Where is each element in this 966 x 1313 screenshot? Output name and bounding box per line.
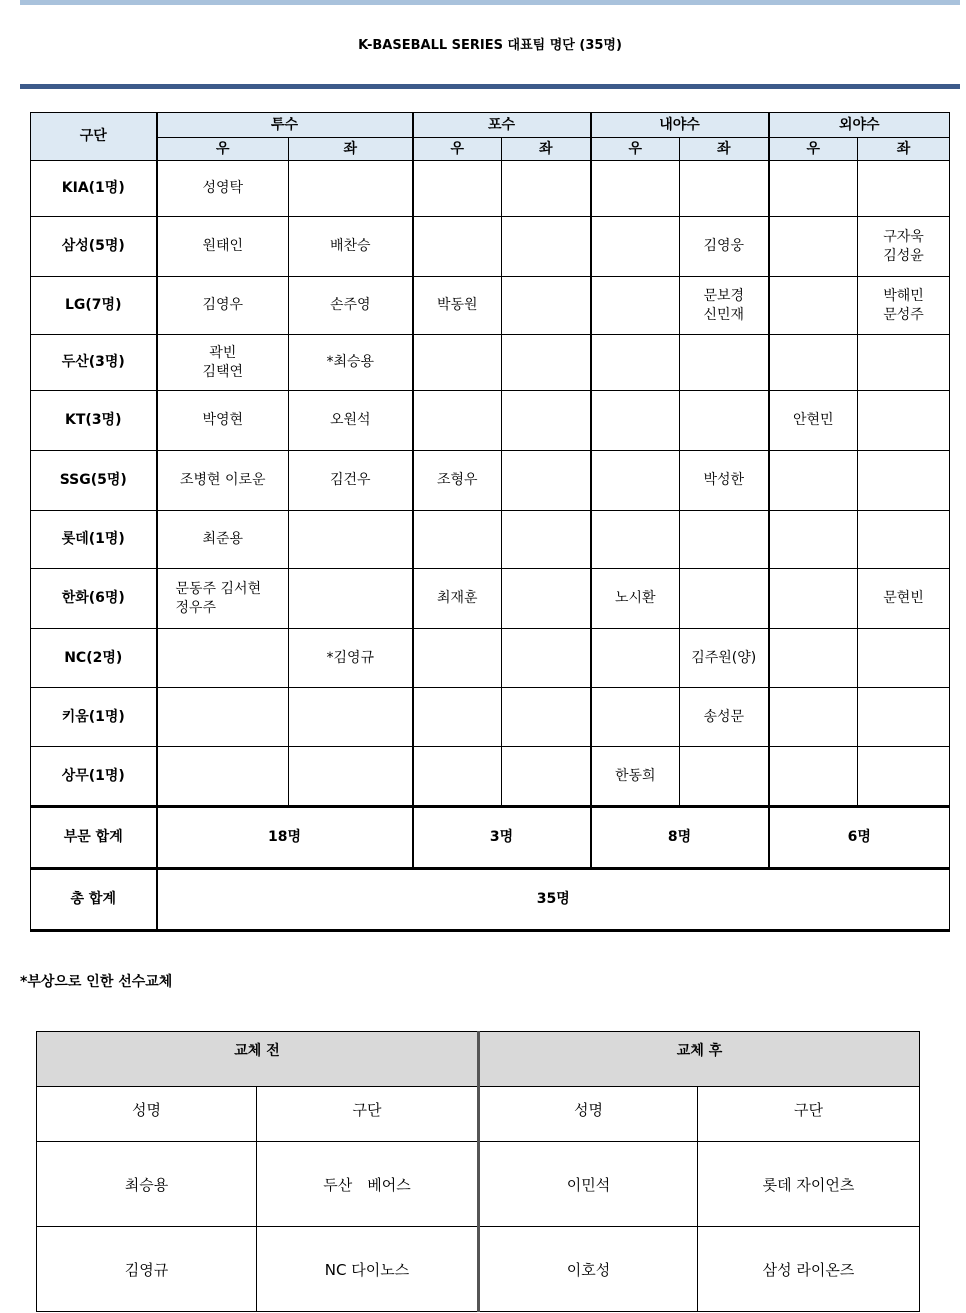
player-cell-catcher-left bbox=[502, 277, 591, 335]
player-cell-infielder-left: 문보경 신민재 bbox=[680, 277, 769, 335]
player-cell-infielder-right: 노시환 bbox=[591, 569, 680, 629]
player-cell-catcher-right: 최재훈 bbox=[413, 569, 502, 629]
player-cell-outfielder-left bbox=[858, 335, 950, 391]
after-team: 롯데 자이언츠 bbox=[698, 1142, 920, 1227]
team-name: LG(7명) bbox=[31, 277, 157, 335]
page-title: K-BASEBALL SERIES 대표팀 명단 (35명) bbox=[358, 38, 622, 53]
roster-row bbox=[31, 161, 950, 217]
player-cell-catcher-right bbox=[413, 629, 502, 688]
player-cell-infielder-right bbox=[591, 391, 680, 451]
hand-header-right: 우 bbox=[591, 138, 680, 161]
player-cell-pitcher-left: 배찬승 bbox=[289, 217, 413, 277]
player-cell-pitcher-right: 최준용 bbox=[157, 511, 289, 569]
before-name: 김영규 bbox=[37, 1227, 257, 1312]
player-cell-catcher-left bbox=[502, 511, 591, 569]
player-cell-catcher-left bbox=[502, 161, 591, 217]
player-cell-infielder-left bbox=[680, 511, 769, 569]
player-cell-pitcher-right: 조병현 이로운 bbox=[157, 451, 289, 511]
player-cell-pitcher-left: 오원석 bbox=[289, 391, 413, 451]
total-label: 총 합계 bbox=[31, 869, 157, 931]
hand-header-right: 우 bbox=[157, 138, 289, 161]
player-cell-infielder-left: 송성문 bbox=[680, 688, 769, 747]
before-team: 두산 베어스 bbox=[257, 1142, 479, 1227]
subtotal-infielder: 8명 bbox=[591, 807, 769, 869]
subtotal-catcher: 3명 bbox=[413, 807, 591, 869]
player-cell-outfielder-right bbox=[769, 511, 858, 569]
before-name: 최승용 bbox=[37, 1142, 257, 1227]
team-name: 한화(6명) bbox=[31, 569, 157, 629]
player-cell-catcher-right bbox=[413, 161, 502, 217]
player-cell-outfielder-right bbox=[769, 335, 858, 391]
hand-header-left: 좌 bbox=[289, 138, 413, 161]
player-cell-infielder-right bbox=[591, 511, 680, 569]
before-name-header: 성명 bbox=[37, 1087, 257, 1142]
player-cell-outfielder-left bbox=[858, 161, 950, 217]
player-cell-pitcher-right bbox=[157, 688, 289, 747]
player-cell-pitcher-left bbox=[289, 569, 413, 629]
player-cell-pitcher-right: 성영탁 bbox=[157, 161, 289, 217]
player-cell-pitcher-left bbox=[289, 161, 413, 217]
player-cell-outfielder-left bbox=[858, 747, 950, 807]
team-column-header: 구단 bbox=[31, 113, 157, 161]
subtotal-label: 부문 합계 bbox=[31, 807, 157, 869]
player-cell-outfielder-left bbox=[858, 391, 950, 451]
hand-header-left: 좌 bbox=[680, 138, 769, 161]
player-cell-catcher-right bbox=[413, 391, 502, 451]
top-accent-bar bbox=[20, 0, 960, 5]
roster-table bbox=[30, 112, 950, 932]
title-divider bbox=[20, 84, 960, 89]
before-header: 교체 전 bbox=[37, 1032, 479, 1087]
player-cell-outfielder-left bbox=[858, 451, 950, 511]
player-cell-infielder-right bbox=[591, 277, 680, 335]
player-cell-outfielder-left bbox=[858, 511, 950, 569]
player-cell-pitcher-left: 손주영 bbox=[289, 277, 413, 335]
player-cell-pitcher-right: 문동주 김서현 정우주 bbox=[157, 569, 289, 629]
player-cell-catcher-right bbox=[413, 335, 502, 391]
player-cell-outfielder-right bbox=[769, 161, 858, 217]
player-cell-pitcher-left bbox=[289, 747, 413, 807]
player-cell-infielder-left bbox=[680, 569, 769, 629]
player-cell-pitcher-right: 김영우 bbox=[157, 277, 289, 335]
roster-row bbox=[31, 335, 950, 391]
player-cell-infielder-right bbox=[591, 629, 680, 688]
player-cell-infielder-left bbox=[680, 161, 769, 217]
player-cell-infielder-right: 한동희 bbox=[591, 747, 680, 807]
player-cell-outfielder-left bbox=[858, 629, 950, 688]
roster-row bbox=[31, 747, 950, 807]
player-cell-catcher-left bbox=[502, 569, 591, 629]
player-cell-outfielder-right bbox=[769, 451, 858, 511]
team-name: KIA(1명) bbox=[31, 161, 157, 217]
player-cell-infielder-right bbox=[591, 335, 680, 391]
after-team-header: 구단 bbox=[698, 1087, 920, 1142]
team-name: 상무(1명) bbox=[31, 747, 157, 807]
player-cell-infielder-right bbox=[591, 451, 680, 511]
player-cell-pitcher-right bbox=[157, 747, 289, 807]
player-cell-catcher-left bbox=[502, 747, 591, 807]
player-cell-catcher-right: 조형우 bbox=[413, 451, 502, 511]
player-cell-catcher-right: 박동원 bbox=[413, 277, 502, 335]
player-cell-outfielder-left: 문현빈 bbox=[858, 569, 950, 629]
after-name-header: 성명 bbox=[479, 1087, 698, 1142]
position-header-pitcher: 투수 bbox=[157, 113, 413, 138]
player-cell-pitcher-left: *최승용 bbox=[289, 335, 413, 391]
player-cell-outfielder-left bbox=[858, 688, 950, 747]
player-cell-infielder-left: 김주원(양) bbox=[680, 629, 769, 688]
total-value: 35명 bbox=[157, 869, 950, 931]
player-cell-pitcher-left: *김영규 bbox=[289, 629, 413, 688]
player-cell-pitcher-left bbox=[289, 511, 413, 569]
subtotal-pitcher: 18명 bbox=[157, 807, 413, 869]
position-header-outfielder: 외야수 bbox=[769, 113, 950, 138]
player-cell-catcher-left bbox=[502, 629, 591, 688]
player-cell-catcher-left bbox=[502, 451, 591, 511]
player-cell-infielder-left: 박성한 bbox=[680, 451, 769, 511]
player-cell-pitcher-right: 원태인 bbox=[157, 217, 289, 277]
player-cell-catcher-right bbox=[413, 217, 502, 277]
roster-row bbox=[31, 569, 950, 629]
hand-header-left: 좌 bbox=[858, 138, 950, 161]
player-cell-catcher-right bbox=[413, 688, 502, 747]
hand-header-left: 좌 bbox=[502, 138, 591, 161]
player-cell-catcher-left bbox=[502, 391, 591, 451]
player-cell-pitcher-right: 곽빈 김택연 bbox=[157, 335, 289, 391]
player-cell-pitcher-right: 박영현 bbox=[157, 391, 289, 451]
roster-row bbox=[31, 629, 950, 688]
player-cell-outfielder-right bbox=[769, 747, 858, 807]
player-cell-pitcher-left: 김건우 bbox=[289, 451, 413, 511]
player-cell-infielder-right bbox=[591, 688, 680, 747]
player-cell-outfielder-left: 박해민 문성주 bbox=[858, 277, 950, 335]
roster-row bbox=[31, 511, 950, 569]
before-team-header: 구단 bbox=[257, 1087, 479, 1142]
player-cell-infielder-left bbox=[680, 335, 769, 391]
player-cell-outfielder-right bbox=[769, 217, 858, 277]
before-team: NC 다이노스 bbox=[257, 1227, 479, 1312]
player-cell-infielder-left bbox=[680, 747, 769, 807]
player-cell-pitcher-right bbox=[157, 629, 289, 688]
position-header-catcher: 포수 bbox=[413, 113, 591, 138]
after-name: 이호성 bbox=[479, 1227, 698, 1312]
player-cell-outfielder-right bbox=[769, 688, 858, 747]
player-cell-outfielder-left: 구자욱 김성윤 bbox=[858, 217, 950, 277]
roster-row bbox=[31, 688, 950, 747]
replacement-table bbox=[36, 1031, 920, 1312]
after-team: 삼성 라이온즈 bbox=[698, 1227, 920, 1312]
roster-row bbox=[31, 451, 950, 511]
player-cell-catcher-right bbox=[413, 747, 502, 807]
team-name: 두산(3명) bbox=[31, 335, 157, 391]
roster-row bbox=[31, 391, 950, 451]
replacement-note: *부상으로 인한 선수교체 bbox=[20, 974, 173, 990]
subtotal-outfielder: 6명 bbox=[769, 807, 950, 869]
player-cell-catcher-left bbox=[502, 217, 591, 277]
team-name: KT(3명) bbox=[31, 391, 157, 451]
player-cell-outfielder-right bbox=[769, 569, 858, 629]
player-cell-outfielder-right: 안현민 bbox=[769, 391, 858, 451]
roster-row bbox=[31, 277, 950, 335]
player-cell-infielder-left bbox=[680, 391, 769, 451]
player-cell-outfielder-right bbox=[769, 277, 858, 335]
team-name: 삼성(5명) bbox=[31, 217, 157, 277]
player-cell-infielder-right bbox=[591, 217, 680, 277]
position-header-infielder: 내야수 bbox=[591, 113, 769, 138]
after-name: 이민석 bbox=[479, 1142, 698, 1227]
roster-body bbox=[31, 161, 950, 807]
team-name: NC(2명) bbox=[31, 629, 157, 688]
hand-header-right: 우 bbox=[769, 138, 858, 161]
hand-header-right: 우 bbox=[413, 138, 502, 161]
team-name: 롯데(1명) bbox=[31, 511, 157, 569]
player-cell-infielder-left: 김영웅 bbox=[680, 217, 769, 277]
player-cell-catcher-right bbox=[413, 511, 502, 569]
player-cell-catcher-left bbox=[502, 688, 591, 747]
player-cell-infielder-right bbox=[591, 161, 680, 217]
player-cell-catcher-left bbox=[502, 335, 591, 391]
team-name: 키움(1명) bbox=[31, 688, 157, 747]
player-cell-outfielder-right bbox=[769, 629, 858, 688]
player-cell-pitcher-left bbox=[289, 688, 413, 747]
after-header: 교체 후 bbox=[479, 1032, 920, 1087]
roster-row bbox=[31, 217, 950, 277]
team-name: SSG(5명) bbox=[31, 451, 157, 511]
